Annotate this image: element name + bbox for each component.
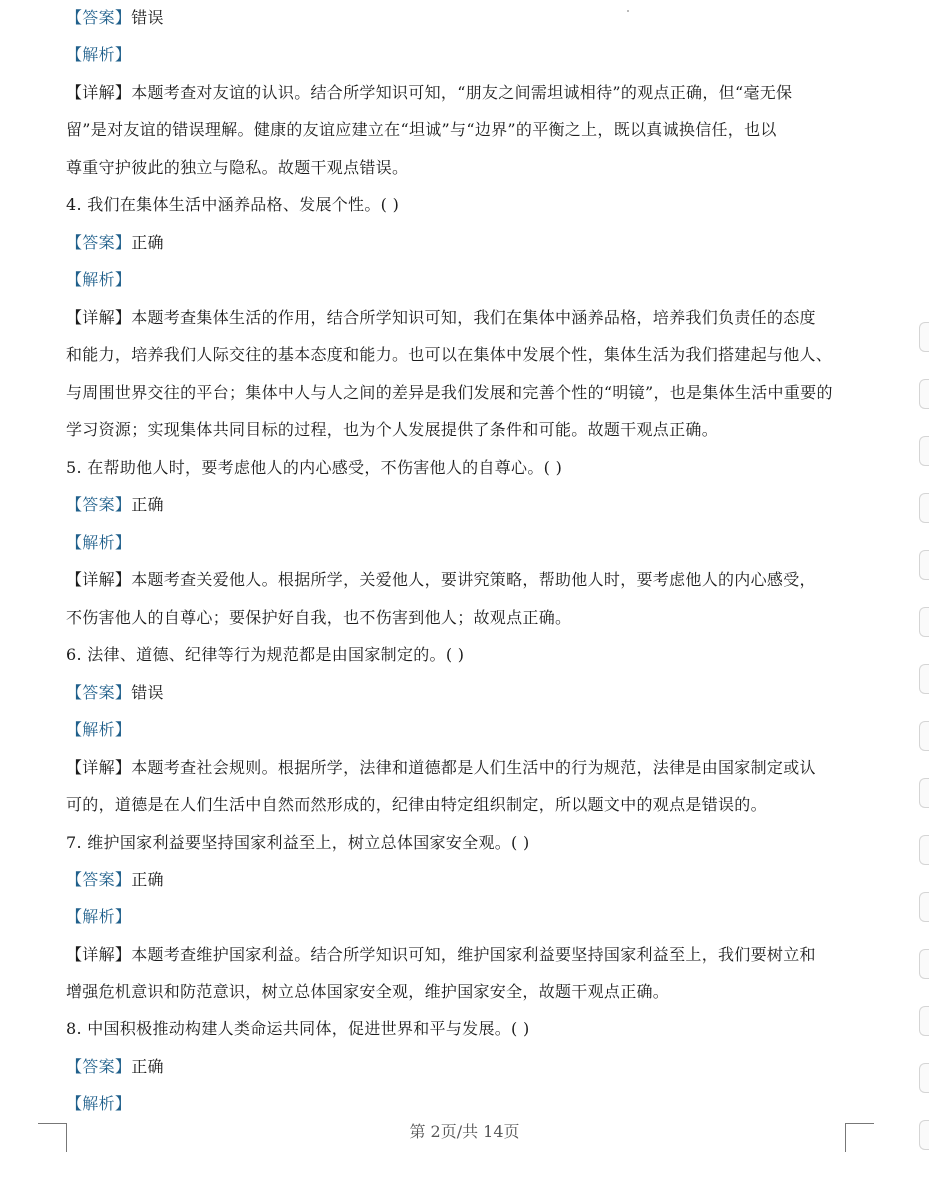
analysis-tag: 【解析】: [66, 1094, 132, 1113]
analysis-tag: 【解析】: [66, 720, 132, 739]
side-tab[interactable]: [919, 1006, 929, 1036]
analysis-tag: 【解析】: [66, 45, 132, 64]
line-text: 【详解】本题考查维护国家利益。结合所学知识可知，维护国家利益要坚持国家利益至上，我们要树立和: [66, 945, 816, 964]
side-tab[interactable]: [919, 493, 929, 523]
doc-line: [66, 1094, 856, 1114]
doc-line: [66, 608, 856, 628]
doc-line: [66, 420, 856, 440]
side-tab[interactable]: [919, 721, 929, 751]
doc-line: [66, 907, 856, 927]
line-text: 【详解】本题考查对友谊的认识。结合所学知识可知，“朋友之间需坦诚相待”的观点正确，但“毫无保: [66, 83, 793, 102]
doc-line: [66, 158, 856, 178]
answer-tag: 【答案】: [66, 1057, 132, 1076]
crop-mark-left: [38, 1123, 67, 1152]
doc-line: [66, 570, 856, 590]
line-text: 5. 在帮助他人时，要考虑他人的内心感受，不伤害他人的自尊心。( ): [66, 458, 563, 477]
doc-line: [66, 982, 856, 1002]
line-text: 正确: [131, 870, 164, 889]
side-tab[interactable]: [919, 835, 929, 865]
side-tab[interactable]: [919, 892, 929, 922]
doc-line: [66, 270, 856, 290]
side-tab[interactable]: [919, 550, 929, 580]
line-text: 【详解】本题考查关爱他人。根据所学，关爱他人，要讲究策略，帮助他人时，要考虑他人的内心感受，: [66, 570, 816, 589]
line-text: 【详解】本题考查集体生活的作用，结合所学知识可知，我们在集体中涵养品格，培养我们负责任的态度: [66, 308, 816, 327]
line-text: 正确: [131, 233, 164, 252]
line-text: 8. 中国积极推动构建人类命运共同体，促进世界和平与发展。( ): [66, 1019, 530, 1038]
line-text: 错误: [131, 8, 164, 27]
analysis-tag: 【解析】: [66, 270, 132, 289]
side-scroll-tabs[interactable]: [919, 322, 929, 1182]
line-text: 7. 维护国家利益要坚持国家利益至上，树立总体国家安全观。( ): [66, 833, 530, 852]
doc-line: [66, 533, 856, 553]
side-tab[interactable]: [919, 607, 929, 637]
line-text: 错误: [131, 683, 164, 702]
side-tab[interactable]: [919, 1063, 929, 1093]
side-tab[interactable]: [919, 322, 929, 352]
line-text: 可的，道德是在人们生活中自然而然形成的，纪律由特定组织制定，所以题文中的观点是错误的。: [66, 795, 767, 814]
line-text: 【详解】本题考查社会规则。根据所学，法律和道德都是人们生活中的行为规范，法律是由国家制定或认: [66, 758, 816, 777]
doc-line: [66, 758, 856, 778]
line-text: 正确: [131, 495, 164, 514]
side-tab[interactable]: [919, 379, 929, 409]
crop-mark-right: [845, 1123, 874, 1152]
answer-tag: 【答案】: [66, 8, 132, 27]
doc-line: [66, 870, 856, 890]
doc-line: [66, 1019, 856, 1039]
line-text: 增强危机意识和防范意识，树立总体国家安全观，维护国家安全，故题干观点正确。: [66, 982, 670, 1001]
line-text: 6. 法律、道德、纪律等行为规范都是由国家制定的。( ): [66, 645, 465, 664]
doc-line: [66, 720, 856, 740]
line-text: 和能力，培养我们人际交往的基本态度和能力。也可以在集体中发展个性，集体生活为我们搭建起与他人、: [66, 345, 833, 364]
doc-line: [66, 683, 856, 703]
doc-line: [66, 833, 856, 853]
side-tab[interactable]: [919, 949, 929, 979]
side-tab[interactable]: [919, 778, 929, 808]
answer-tag: 【答案】: [66, 683, 132, 702]
doc-line: [66, 195, 856, 215]
analysis-tag: 【解析】: [66, 533, 132, 552]
doc-line: [66, 1057, 856, 1077]
line-text: 留”是对友谊的错误理解。健康的友谊应建立在“坦诚”与“边界”的平衡之上，既以真诚换信任，也以: [66, 120, 777, 139]
doc-line: [66, 233, 856, 253]
line-text: 与周围世界交往的平台；集体中人与人之间的差异是我们发展和完善个性的“明镜”，也是集体生活中重要的: [66, 383, 833, 402]
doc-line: [66, 83, 856, 103]
doc-line: [66, 458, 856, 478]
line-text: 4. 我们在集体生活中涵养品格、发展个性。( ): [66, 195, 400, 214]
page-number: 第 2页/共 14页: [409, 1122, 520, 1141]
answer-tag: 【答案】: [66, 233, 132, 252]
doc-line: [66, 945, 856, 965]
doc-line: [66, 345, 856, 365]
doc-line: [66, 383, 856, 403]
side-tab[interactable]: [919, 664, 929, 694]
analysis-tag: 【解析】: [66, 907, 132, 926]
line-text: 尊重守护彼此的独立与隐私。故题干观点错误。: [66, 158, 409, 177]
side-tab[interactable]: [919, 436, 929, 466]
doc-line: [66, 645, 856, 665]
line-text: 正确: [131, 1057, 164, 1076]
doc-line: [66, 308, 856, 328]
doc-line: [66, 45, 856, 65]
line-text: 不伤害他人的自尊心；要保护好自我，也不伤害到他人；故观点正确。: [66, 608, 572, 627]
doc-line: [66, 120, 856, 140]
answer-tag: 【答案】: [66, 495, 132, 514]
doc-line: [66, 495, 856, 515]
doc-line: [66, 8, 856, 28]
answer-tag: 【答案】: [66, 870, 132, 889]
doc-line: [66, 795, 856, 815]
side-tab[interactable]: [919, 1120, 929, 1150]
line-text: 学习资源；实现集体共同目标的过程，也为个人发展提供了条件和可能。故题干观点正确。: [66, 420, 719, 439]
